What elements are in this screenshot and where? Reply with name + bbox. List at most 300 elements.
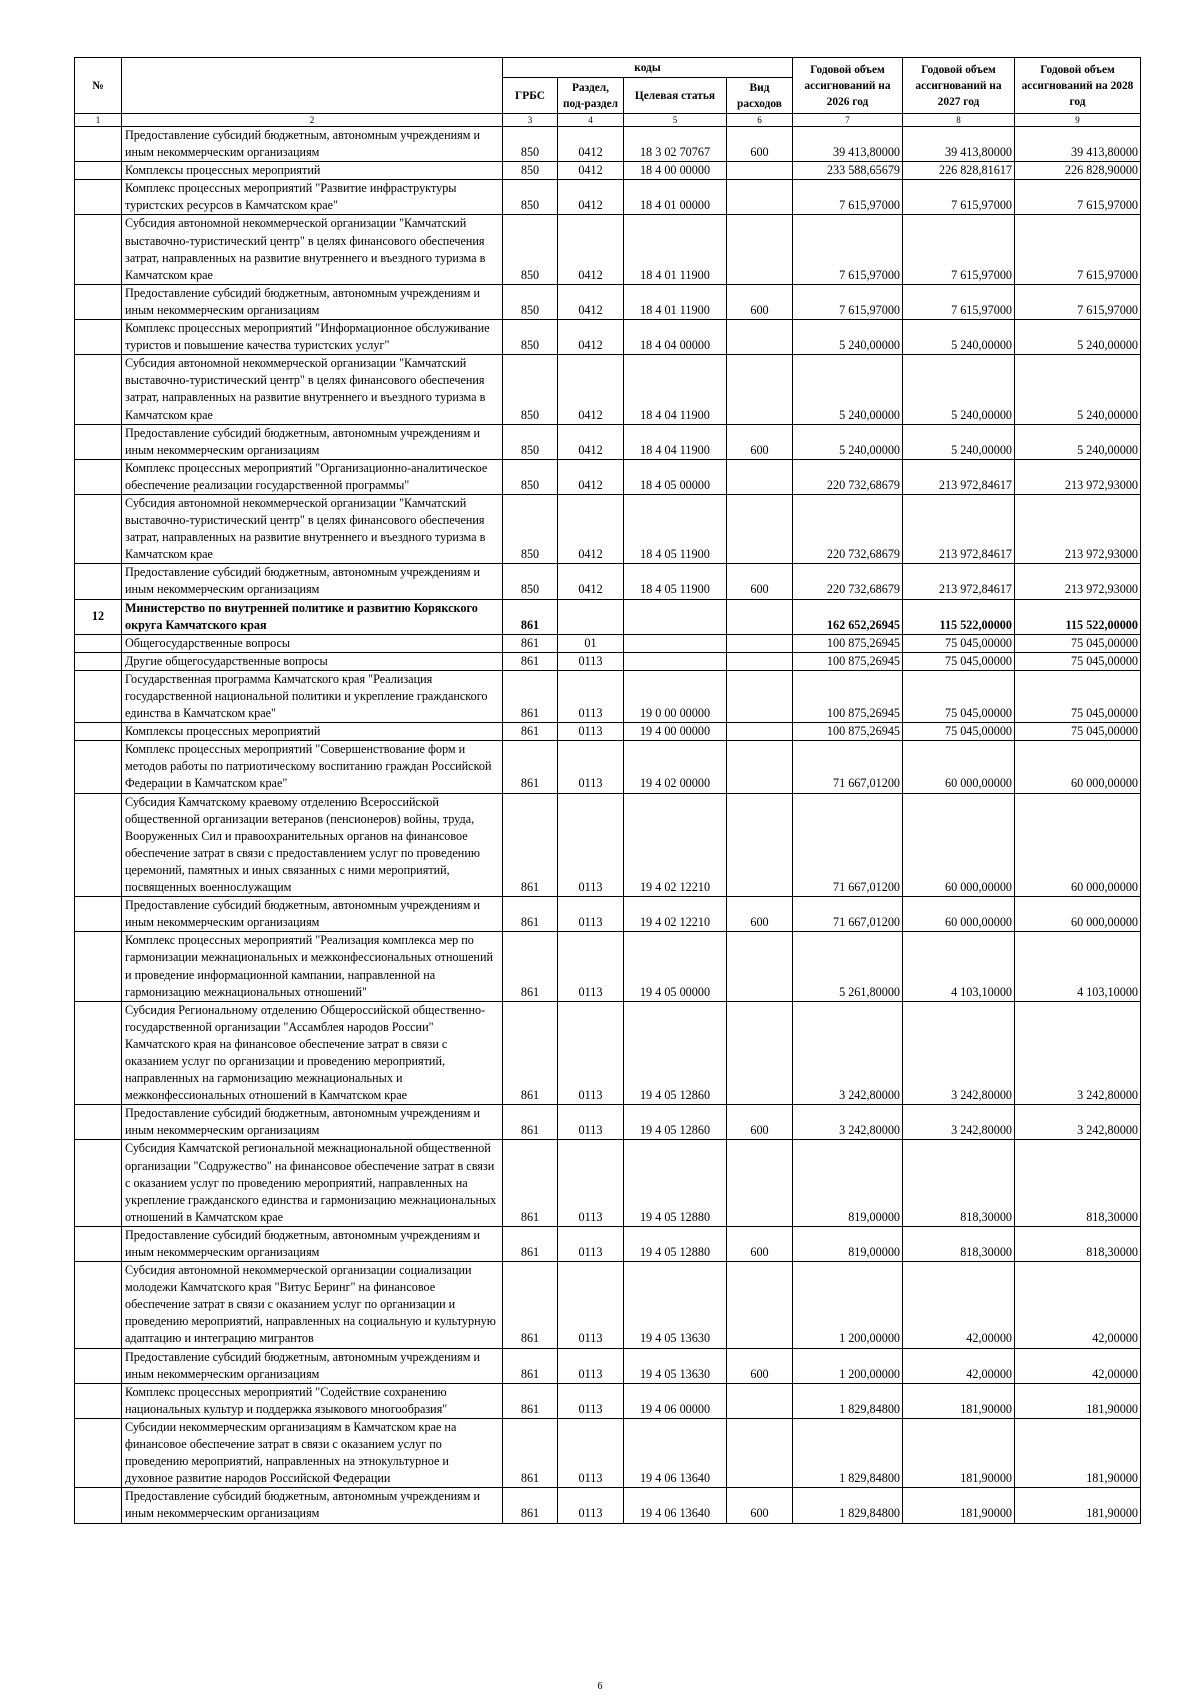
row-amount-2027: 4 103,10000: [903, 932, 1015, 1001]
table-body: [75, 127, 1141, 1524]
column-number: 5: [624, 114, 727, 127]
table-row: [75, 424, 1141, 459]
row-number: [75, 494, 122, 563]
row-kind: [727, 652, 793, 670]
row-kind: [727, 741, 793, 793]
table-row: [75, 741, 1141, 793]
table-row: [75, 320, 1141, 355]
row-number: [75, 180, 122, 215]
row-amount-2027: 60 000,00000: [903, 897, 1015, 932]
row-number: [75, 162, 122, 180]
table-row: [75, 1262, 1141, 1348]
table-row: [75, 1418, 1141, 1487]
row-name: Предоставление субсидий бюджетным, автономным учреждениям и иным некоммерческим организациям: [122, 1348, 503, 1383]
row-name: Комплекс процессных мероприятий "Информационное обслуживание туристов и повышение качества туристских услуг": [122, 320, 503, 355]
row-section: 0412: [558, 424, 624, 459]
row-target: 19 4 05 12880: [624, 1140, 727, 1226]
header-2026: Годовой объем ассигнований на 2026 год: [793, 58, 903, 114]
row-number: [75, 652, 122, 670]
row-section: 0412: [558, 564, 624, 599]
row-grbs: 850: [503, 355, 558, 424]
row-section: 0113: [558, 1226, 624, 1261]
row-amount-2028: 7 615,97000: [1015, 284, 1141, 319]
row-name: Комплексы процессных мероприятий: [122, 162, 503, 180]
table-row: [75, 1001, 1141, 1105]
row-grbs: 861: [503, 793, 558, 897]
row-section: 0113: [558, 1105, 624, 1140]
row-amount-2027: 3 242,80000: [903, 1001, 1015, 1105]
table-row: [75, 634, 1141, 652]
row-amount-2028: 7 615,97000: [1015, 180, 1141, 215]
row-amount-2026: 3 242,80000: [793, 1001, 903, 1105]
row-section: 0412: [558, 494, 624, 563]
row-name: Комплекс процессных мероприятий "Содействие сохранению национальных культур и поддержка языкового многообразия": [122, 1383, 503, 1418]
row-amount-2026: 100 875,26945: [793, 723, 903, 741]
row-name: Предоставление субсидий бюджетным, автономным учреждениям и иным некоммерческим организациям: [122, 1105, 503, 1140]
row-amount-2028: 42,00000: [1015, 1348, 1141, 1383]
row-kind: [727, 634, 793, 652]
row-section: 0412: [558, 162, 624, 180]
row-number: [75, 1418, 122, 1487]
row-grbs: 861: [503, 1226, 558, 1261]
row-section: 0113: [558, 652, 624, 670]
row-amount-2027: 115 522,00000: [903, 599, 1015, 634]
row-kind: 600: [727, 897, 793, 932]
column-number: 8: [903, 114, 1015, 127]
row-section: 0113: [558, 1488, 624, 1523]
row-target: 19 4 05 13630: [624, 1262, 727, 1348]
column-number: 9: [1015, 114, 1141, 127]
row-amount-2028: 75 045,00000: [1015, 634, 1141, 652]
row-number: [75, 1488, 122, 1523]
row-kind: [727, 1383, 793, 1418]
row-section: 0412: [558, 320, 624, 355]
row-amount-2026: 7 615,97000: [793, 284, 903, 319]
row-grbs: 861: [503, 723, 558, 741]
row-target: 19 4 05 12880: [624, 1226, 727, 1261]
row-amount-2028: 5 240,00000: [1015, 320, 1141, 355]
row-amount-2028: 5 240,00000: [1015, 424, 1141, 459]
table-row: [75, 564, 1141, 599]
row-number: [75, 564, 122, 599]
row-grbs: 861: [503, 652, 558, 670]
row-name: Субсидия Региональному отделению Общероссийской общественно-государственной организации "Ассамблея народов России" Камчатского края на финансовое обеспечение затрат в связи с оказанием услуг по организации и проведению мероприятий, направленных на гармонизацию межнациональных и межконфессиональных отношений в Камчатском крае: [122, 1001, 503, 1105]
row-number: [75, 320, 122, 355]
row-target: 18 4 04 11900: [624, 424, 727, 459]
row-number: [75, 634, 122, 652]
row-number: [75, 1001, 122, 1105]
row-section: 0113: [558, 723, 624, 741]
row-amount-2028: 818,30000: [1015, 1140, 1141, 1226]
table-row: [75, 284, 1141, 319]
row-name: Субсидия Камчатскому краевому отделению Всероссийской общественной организации ветеранов (пенсионеров) войны, труда, Вооруженных Сил и правоохранительных органов на финансовое обеспечение затрат в связи с предоставлением услуг по проведению церемоний, памятных и иных связанных с ними мероприятий, посвященных военнослужащим: [122, 793, 503, 897]
row-number: [75, 897, 122, 932]
table-row: [75, 1383, 1141, 1418]
row-kind: [727, 162, 793, 180]
row-section: 0113: [558, 741, 624, 793]
row-grbs: 861: [503, 1383, 558, 1418]
row-grbs: 850: [503, 564, 558, 599]
table-row: [75, 1488, 1141, 1523]
row-amount-2028: 5 240,00000: [1015, 355, 1141, 424]
row-number: [75, 127, 122, 162]
row-amount-2026: 7 615,97000: [793, 215, 903, 284]
table-row: [75, 793, 1141, 897]
row-target: 19 0 00 00000: [624, 670, 727, 722]
row-amount-2028: 3 242,80000: [1015, 1001, 1141, 1105]
row-amount-2027: 213 972,84617: [903, 494, 1015, 563]
row-kind: [727, 494, 793, 563]
row-amount-2028: 213 972,93000: [1015, 459, 1141, 494]
row-amount-2026: 7 615,97000: [793, 180, 903, 215]
row-amount-2028: 60 000,00000: [1015, 741, 1141, 793]
row-name: Субсидии некоммерческим организациям в Камчатском крае на финансовое обеспечение затрат в связи с оказанием услуг по проведению мероприятий, направленных на этнокультурное и духовное развитие народов Российской Федерации: [122, 1418, 503, 1487]
row-name: Комплекс процессных мероприятий "Организационно-аналитическое обеспечение реализации государственной программы": [122, 459, 503, 494]
row-target: [624, 599, 727, 634]
table-row: [75, 180, 1141, 215]
row-target: 19 4 00 00000: [624, 723, 727, 741]
row-amount-2028: 181,90000: [1015, 1383, 1141, 1418]
row-grbs: 850: [503, 215, 558, 284]
row-grbs: 850: [503, 424, 558, 459]
row-grbs: 861: [503, 1262, 558, 1348]
row-target: 19 4 05 12860: [624, 1001, 727, 1105]
row-name: Предоставление субсидий бюджетным, автономным учреждениям и иным некоммерческим организациям: [122, 424, 503, 459]
row-number: [75, 723, 122, 741]
budget-table: [74, 57, 1141, 1524]
row-number: [75, 1140, 122, 1226]
row-section: 01: [558, 634, 624, 652]
row-kind: [727, 793, 793, 897]
row-name: Субсидия автономной некоммерческой организации "Камчатский выставочно-туристический центр" в целях финансового обеспечения затрат, направленных на развитие внутреннего и въездного туризма в Камчатском крае: [122, 494, 503, 563]
header-num: №: [75, 58, 122, 114]
row-amount-2028: 181,90000: [1015, 1488, 1141, 1523]
row-grbs: 850: [503, 284, 558, 319]
row-grbs: 861: [503, 634, 558, 652]
row-name: Предоставление субсидий бюджетным, автономным учреждениям и иным некоммерческим организациям: [122, 564, 503, 599]
row-amount-2026: 3 242,80000: [793, 1105, 903, 1140]
row-target: 19 4 06 13640: [624, 1418, 727, 1487]
row-amount-2027: 60 000,00000: [903, 741, 1015, 793]
header-section: Раздел, под-раздел: [558, 78, 624, 114]
page-number: 6: [597, 1681, 603, 1692]
row-section: 0113: [558, 793, 624, 897]
row-amount-2027: 75 045,00000: [903, 670, 1015, 722]
row-amount-2027: 60 000,00000: [903, 793, 1015, 897]
row-amount-2026: 5 261,80000: [793, 932, 903, 1001]
row-grbs: 850: [503, 127, 558, 162]
row-grbs: 850: [503, 459, 558, 494]
row-amount-2028: 39 413,80000: [1015, 127, 1141, 162]
row-target: 18 4 01 00000: [624, 180, 727, 215]
row-kind: [727, 1262, 793, 1348]
row-kind: [727, 459, 793, 494]
row-amount-2027: 181,90000: [903, 1418, 1015, 1487]
row-section: 0412: [558, 127, 624, 162]
row-amount-2027: 42,00000: [903, 1262, 1015, 1348]
row-amount-2026: 5 240,00000: [793, 320, 903, 355]
row-target: [624, 652, 727, 670]
row-name: Субсидия автономной некоммерческой организации социализации молодежи Камчатского края "Витус Беринг" на финансовое обеспечение затрат в связи с оказанием услуг по организации и проведению мероприятий, направленных на социальную и культурную адаптацию и интеграцию мигрантов: [122, 1262, 503, 1348]
row-number: [75, 1226, 122, 1261]
row-amount-2027: 818,30000: [903, 1226, 1015, 1261]
row-amount-2028: 75 045,00000: [1015, 670, 1141, 722]
row-grbs: 850: [503, 180, 558, 215]
row-kind: [727, 1418, 793, 1487]
header-grbs: ГРБС: [503, 78, 558, 114]
row-amount-2028: 7 615,97000: [1015, 215, 1141, 284]
row-grbs: 861: [503, 1001, 558, 1105]
row-kind: 600: [727, 1348, 793, 1383]
row-amount-2026: 5 240,00000: [793, 424, 903, 459]
row-number: [75, 932, 122, 1001]
row-amount-2027: 39 413,80000: [903, 127, 1015, 162]
table-row: [75, 897, 1141, 932]
row-amount-2026: 100 875,26945: [793, 634, 903, 652]
row-target: 18 4 05 11900: [624, 564, 727, 599]
row-name: Комплекс процессных мероприятий "Совершенствование форм и методов работы по патриотическому воспитанию граждан Российской Федерации в Камчатском крае": [122, 741, 503, 793]
row-amount-2026: 71 667,01200: [793, 897, 903, 932]
row-target: 18 4 05 00000: [624, 459, 727, 494]
row-section: 0412: [558, 180, 624, 215]
row-amount-2026: 100 875,26945: [793, 652, 903, 670]
header-kind: Вид расходов: [727, 78, 793, 114]
row-name: Субсидия автономной некоммерческой организации "Камчатский выставочно-туристический центр" в целях финансового обеспечения затрат, направленных на развитие внутреннего и въездного туризма в Камчатском крае: [122, 215, 503, 284]
row-name: Государственная программа Камчатского края "Реализация государственной национальной политики и укрепление гражданского единства в Камчатском крае": [122, 670, 503, 722]
row-amount-2028: 75 045,00000: [1015, 723, 1141, 741]
table-row: [75, 670, 1141, 722]
row-kind: 600: [727, 1226, 793, 1261]
row-grbs: 861: [503, 599, 558, 634]
row-grbs: 861: [503, 897, 558, 932]
row-section: 0113: [558, 932, 624, 1001]
column-number: 7: [793, 114, 903, 127]
row-amount-2026: 220 732,68679: [793, 494, 903, 563]
row-target: 19 4 02 00000: [624, 741, 727, 793]
table-row: [75, 932, 1141, 1001]
row-number: [75, 670, 122, 722]
row-section: 0113: [558, 1383, 624, 1418]
row-amount-2027: 7 615,97000: [903, 215, 1015, 284]
row-amount-2026: 220 732,68679: [793, 459, 903, 494]
row-amount-2026: 1 200,00000: [793, 1262, 903, 1348]
row-number: [75, 284, 122, 319]
row-name: Предоставление субсидий бюджетным, автономным учреждениям и иным некоммерческим организациям: [122, 1488, 503, 1523]
row-amount-2027: 226 828,81617: [903, 162, 1015, 180]
row-section: 0113: [558, 1348, 624, 1383]
row-kind: 600: [727, 284, 793, 319]
row-amount-2027: 5 240,00000: [903, 424, 1015, 459]
row-amount-2027: 818,30000: [903, 1140, 1015, 1226]
row-grbs: 861: [503, 932, 558, 1001]
table-row: [75, 1105, 1141, 1140]
row-number: [75, 424, 122, 459]
table-row: [75, 459, 1141, 494]
column-number: 3: [503, 114, 558, 127]
row-section: 0113: [558, 1001, 624, 1105]
row-number: [75, 215, 122, 284]
row-amount-2028: 60 000,00000: [1015, 793, 1141, 897]
row-number: [75, 793, 122, 897]
row-section: 0412: [558, 284, 624, 319]
row-number: [75, 741, 122, 793]
row-kind: [727, 670, 793, 722]
row-target: [624, 634, 727, 652]
table-row: [75, 355, 1141, 424]
row-name: Предоставление субсидий бюджетным, автономным учреждениям и иным некоммерческим организациям: [122, 1226, 503, 1261]
row-amount-2028: 226 828,90000: [1015, 162, 1141, 180]
row-amount-2027: 42,00000: [903, 1348, 1015, 1383]
table-row: [75, 494, 1141, 563]
row-target: 19 4 05 13630: [624, 1348, 727, 1383]
row-kind: 600: [727, 1105, 793, 1140]
row-amount-2028: 42,00000: [1015, 1262, 1141, 1348]
row-section: 0113: [558, 897, 624, 932]
row-number: [75, 1348, 122, 1383]
row-target: 19 4 05 12860: [624, 1105, 727, 1140]
row-amount-2028: 4 103,10000: [1015, 932, 1141, 1001]
row-number: 12: [75, 599, 122, 634]
row-name: Субсидия автономной некоммерческой организации "Камчатский выставочно-туристический центр" в целях финансового обеспечения затрат, направленных на развитие внутреннего и въездного туризма в Камчатском крае: [122, 355, 503, 424]
row-amount-2027: 7 615,97000: [903, 180, 1015, 215]
row-amount-2028: 75 045,00000: [1015, 652, 1141, 670]
row-amount-2028: 3 242,80000: [1015, 1105, 1141, 1140]
row-target: 19 4 06 00000: [624, 1383, 727, 1418]
table-row: [75, 1140, 1141, 1226]
row-section: 0113: [558, 1418, 624, 1487]
row-amount-2026: 1 200,00000: [793, 1348, 903, 1383]
row-name: Другие общегосударственные вопросы: [122, 652, 503, 670]
row-name: Комплекс процессных мероприятий "Реализация комплекса мер по гармонизации межнациональных и межконфессиональных отношений и проведение информационной кампании, направленной на гармонизацию межнациональных отношений": [122, 932, 503, 1001]
row-amount-2028: 115 522,00000: [1015, 599, 1141, 634]
row-target: 18 4 01 11900: [624, 215, 727, 284]
row-kind: 600: [727, 424, 793, 459]
row-kind: [727, 215, 793, 284]
row-grbs: 850: [503, 494, 558, 563]
table-row: [75, 1348, 1141, 1383]
row-target: 18 4 05 11900: [624, 494, 727, 563]
row-target: 19 4 05 00000: [624, 932, 727, 1001]
row-amount-2028: 60 000,00000: [1015, 897, 1141, 932]
row-target: 18 3 02 70767: [624, 127, 727, 162]
table-row: [75, 215, 1141, 284]
row-section: 0113: [558, 670, 624, 722]
row-amount-2026: 71 667,01200: [793, 741, 903, 793]
row-kind: [727, 723, 793, 741]
header-2028: Годовой объем ассигнований на 2028 год: [1015, 58, 1141, 114]
row-kind: 600: [727, 1488, 793, 1523]
row-amount-2028: 818,30000: [1015, 1226, 1141, 1261]
column-number: 6: [727, 114, 793, 127]
row-name: Субсидия Камчатской региональной межнациональной общественной организации "Содружество" на финансовое обеспечение затрат в связи с оказанием услуг по проведению мероприятий, направленных на укрепление гражданского единства и гармонизацию межнациональных отношений в Камчатском крае: [122, 1140, 503, 1226]
row-grbs: 861: [503, 741, 558, 793]
row-amount-2027: 3 242,80000: [903, 1105, 1015, 1140]
row-grbs: 861: [503, 1418, 558, 1487]
row-amount-2027: 75 045,00000: [903, 634, 1015, 652]
header-codes: коды: [503, 58, 793, 78]
row-kind: [727, 355, 793, 424]
table-row: [75, 652, 1141, 670]
table-row: [75, 1226, 1141, 1261]
row-amount-2027: 213 972,84617: [903, 564, 1015, 599]
row-kind: 600: [727, 564, 793, 599]
row-name: Общегосударственные вопросы: [122, 634, 503, 652]
header-2027: Годовой объем ассигнований на 2027 год: [903, 58, 1015, 114]
row-target: 18 4 01 11900: [624, 284, 727, 319]
row-number: [75, 1105, 122, 1140]
row-name: Предоставление субсидий бюджетным, автономным учреждениям и иным некоммерческим организациям: [122, 897, 503, 932]
row-grbs: 861: [503, 670, 558, 722]
row-number: [75, 459, 122, 494]
table-row: [75, 127, 1141, 162]
row-grbs: 861: [503, 1140, 558, 1226]
row-grbs: 861: [503, 1105, 558, 1140]
row-amount-2026: 5 240,00000: [793, 355, 903, 424]
row-amount-2027: 181,90000: [903, 1488, 1015, 1523]
row-amount-2026: 819,00000: [793, 1226, 903, 1261]
row-amount-2026: 100 875,26945: [793, 670, 903, 722]
row-amount-2026: 1 829,84800: [793, 1418, 903, 1487]
row-target: 19 4 06 13640: [624, 1488, 727, 1523]
row-amount-2026: 819,00000: [793, 1140, 903, 1226]
row-section: [558, 599, 624, 634]
row-target: 19 4 02 12210: [624, 897, 727, 932]
row-number: [75, 1383, 122, 1418]
row-target: 19 4 02 12210: [624, 793, 727, 897]
row-number: [75, 1262, 122, 1348]
row-amount-2028: 181,90000: [1015, 1418, 1141, 1487]
row-amount-2026: 162 652,26945: [793, 599, 903, 634]
row-kind: 600: [727, 127, 793, 162]
row-amount-2026: 1 829,84800: [793, 1488, 903, 1523]
table-header: [75, 58, 1141, 127]
row-amount-2026: 233 588,65679: [793, 162, 903, 180]
row-amount-2027: 181,90000: [903, 1383, 1015, 1418]
column-number: 4: [558, 114, 624, 127]
row-grbs: 850: [503, 320, 558, 355]
row-kind: [727, 932, 793, 1001]
row-section: 0113: [558, 1140, 624, 1226]
row-amount-2028: 213 972,93000: [1015, 494, 1141, 563]
row-amount-2027: 5 240,00000: [903, 320, 1015, 355]
row-grbs: 861: [503, 1348, 558, 1383]
row-amount-2027: 75 045,00000: [903, 723, 1015, 741]
row-amount-2026: 71 667,01200: [793, 793, 903, 897]
row-amount-2026: 220 732,68679: [793, 564, 903, 599]
row-section: 0412: [558, 459, 624, 494]
table-row: [75, 162, 1141, 180]
table-row: [75, 723, 1141, 741]
row-kind: [727, 1001, 793, 1105]
header-name: [122, 58, 503, 114]
row-name: Министерство по внутренней политике и развитию Корякского округа Камчатского края: [122, 599, 503, 634]
row-section: 0412: [558, 215, 624, 284]
row-amount-2027: 75 045,00000: [903, 652, 1015, 670]
row-kind: [727, 180, 793, 215]
row-section: 0412: [558, 355, 624, 424]
row-target: 18 4 04 00000: [624, 320, 727, 355]
row-name: Предоставление субсидий бюджетным, автономным учреждениям и иным некоммерческим организациям: [122, 127, 503, 162]
row-name: Комплекс процессных мероприятий "Развитие инфраструктуры туристских ресурсов в Камчатском крае": [122, 180, 503, 215]
row-section: 0113: [558, 1262, 624, 1348]
row-name: Предоставление субсидий бюджетным, автономным учреждениям и иным некоммерческим организациям: [122, 284, 503, 319]
column-number: 1: [75, 114, 122, 127]
row-target: 18 4 00 00000: [624, 162, 727, 180]
table-row: [75, 599, 1141, 634]
row-kind: [727, 1140, 793, 1226]
row-grbs: 850: [503, 162, 558, 180]
row-amount-2028: 213 972,93000: [1015, 564, 1141, 599]
